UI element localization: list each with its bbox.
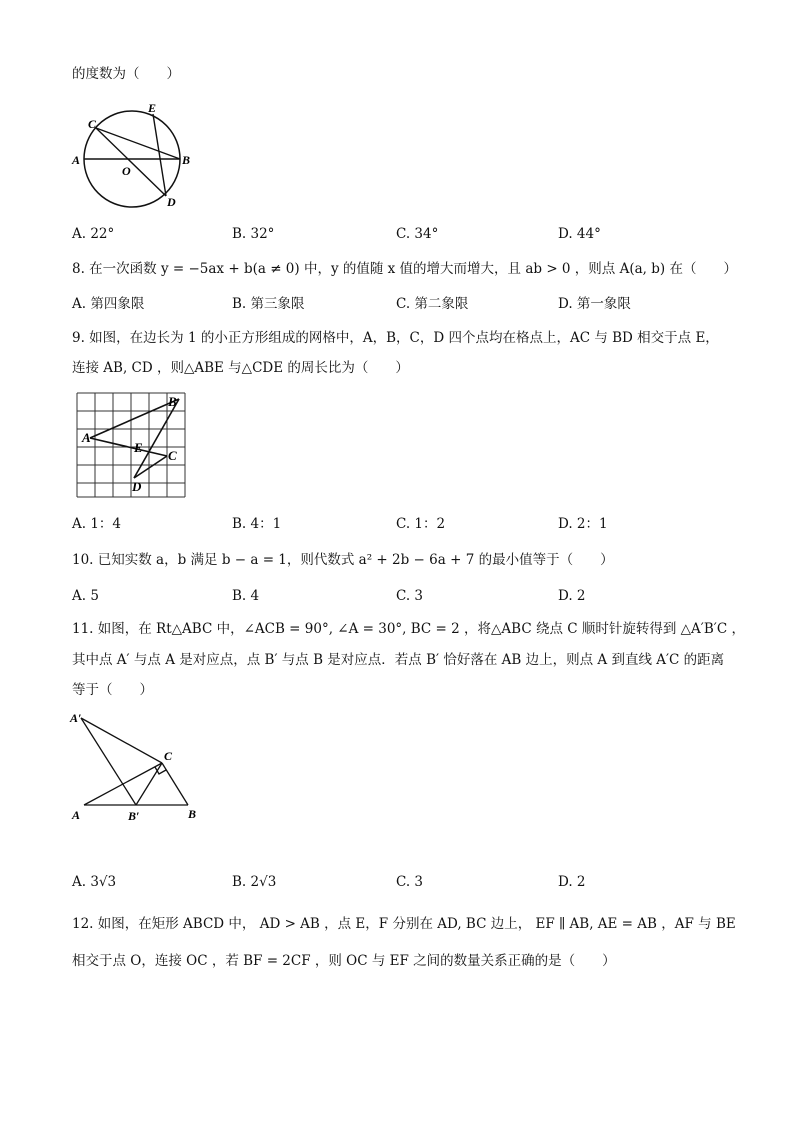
right-angle-mark bbox=[155, 767, 166, 774]
chord-ed bbox=[153, 114, 166, 196]
q11-triangle-figure bbox=[66, 708, 216, 826]
label-o: O bbox=[122, 164, 131, 178]
q11-stem-line1: 11. 如图，在 Rt△ABC 中，∠ACB = 90°, ∠A = 30°, BC = 2 ，将△ABC 绕点 C 顺时针旋转得到 △A′B′C ， bbox=[72, 621, 745, 637]
q7-option-a[interactable]: A. 22° bbox=[72, 226, 115, 242]
label-e: E bbox=[148, 101, 157, 115]
label-b: B bbox=[188, 807, 197, 821]
q8-option-b[interactable]: B. 第三象限 bbox=[232, 296, 305, 312]
label-a-prime: A′ bbox=[70, 711, 82, 725]
segment-ab bbox=[90, 399, 179, 438]
q9-stem-line1: 9. 如图，在边长为 1 的小正方形组成的网格中，A，B，C，D 四个点均在格点上，AC 与 BD 相交于点 E， bbox=[72, 330, 719, 346]
segment-cb bbox=[162, 763, 188, 805]
q11-stem-line2: 其中点 A′ 与点 A 是对应点，点 B′ 与点 B 是对应点．若点 B′ 恰好落在 AB 边上，则点 A 到直线 A′C 的距离 bbox=[72, 652, 725, 668]
q11-option-b[interactable]: B. 2√3 bbox=[232, 874, 277, 890]
q9-stem-line2: 连接 AB, CD ，则△ABE 与△CDE 的周长比为（ ） bbox=[72, 360, 409, 376]
q10-stem: 10. 已知实数 a，b 满足 b − a = 1，则代数式 a² + 2b − 6a + 7 的最小值等于（ ） bbox=[72, 552, 614, 568]
q9-option-b[interactable]: B. 4：1 bbox=[232, 516, 282, 532]
q11-stem-line3: 等于（ ） bbox=[72, 682, 153, 698]
label-b: B bbox=[168, 394, 177, 409]
segment-cd bbox=[134, 456, 167, 478]
segment-a1c bbox=[81, 718, 162, 763]
label-b-prime: B′ bbox=[128, 809, 140, 823]
q9-option-a[interactable]: A. 1：4 bbox=[72, 516, 122, 532]
label-d: D bbox=[132, 479, 142, 494]
q12-stem-line2: 相交于点 O，连接 OC ，若 BF = 2CF ，则 OC 与 EF 之间的数量关系正确的是（ ） bbox=[72, 953, 616, 969]
q12-stem-line1: 12. 如图，在矩形 ABCD 中， AD > AB ，点 E，F 分别在 AD, BC 边上， EF ∥ AB, AE = AB ，AF 与 BE bbox=[72, 916, 736, 932]
label-d: D bbox=[167, 195, 176, 209]
q8-option-d[interactable]: D. 第一象限 bbox=[558, 296, 631, 312]
label-a: A bbox=[72, 153, 81, 167]
q9-option-c[interactable]: C. 1：2 bbox=[396, 516, 446, 532]
q7-option-b[interactable]: B. 32° bbox=[232, 226, 275, 242]
q7-stem-tail: 的度数为（ ） bbox=[72, 66, 180, 82]
chord-cb bbox=[96, 128, 180, 159]
q7-option-c[interactable]: C. 34° bbox=[396, 226, 439, 242]
label-e: E bbox=[134, 440, 143, 455]
q10-option-b[interactable]: B. 4 bbox=[232, 588, 260, 604]
q11-option-a[interactable]: A. 3√3 bbox=[72, 874, 117, 890]
q9-grid-figure bbox=[74, 390, 188, 500]
label-b: B bbox=[182, 153, 191, 167]
q8-option-a[interactable]: A. 第四象限 bbox=[72, 296, 145, 312]
q7-circle-figure bbox=[70, 100, 200, 210]
q11-option-d[interactable]: D. 2 bbox=[558, 874, 586, 890]
q9-option-d[interactable]: D. 2：1 bbox=[558, 516, 608, 532]
q7-option-d[interactable]: D. 44° bbox=[558, 226, 601, 242]
q10-option-c[interactable]: C. 3 bbox=[396, 588, 424, 604]
chord-cd bbox=[96, 128, 166, 196]
label-c: C bbox=[164, 749, 173, 763]
q8-stem: 8. 在一次函数 y = −5ax + b(a ≠ 0) 中，y 的值随 x 值的增大而增大，且 ab > 0 ，则点 A(a, b) 在（ ） bbox=[72, 261, 737, 277]
q10-option-a[interactable]: A. 5 bbox=[72, 588, 99, 604]
q8-option-c[interactable]: C. 第二象限 bbox=[396, 296, 469, 312]
label-a: A bbox=[82, 430, 91, 445]
label-a: A bbox=[72, 808, 81, 822]
label-c: C bbox=[168, 448, 177, 463]
q10-option-d[interactable]: D. 2 bbox=[558, 588, 586, 604]
label-c: C bbox=[88, 117, 97, 131]
q11-option-c[interactable]: C. 3 bbox=[396, 874, 424, 890]
